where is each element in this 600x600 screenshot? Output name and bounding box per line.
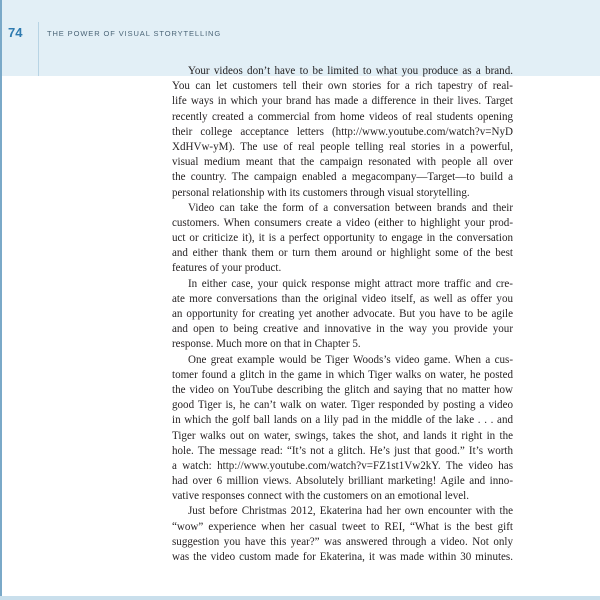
text-line: and either thank them or turn them around or highlight some of the best (172, 247, 513, 260)
text-line: in which the golf ball lands on a lily pad in the middle of the lake . . . and (172, 414, 513, 427)
running-head: THE POWER OF VISUAL STORYTELLING (47, 29, 222, 38)
text-line: One great example would be Tiger Woods’s video game. When a cus- (188, 353, 513, 366)
page-bottom-edge (0, 596, 600, 600)
text-line: had over 6 million views. Absolutely brilliant marketing! Agile and inno- (172, 475, 513, 488)
text-line: In either case, your quick response might attract more traffic and cre- (188, 277, 513, 290)
text-line: ate more conversations than the original video itself, as well as offer you (172, 292, 513, 305)
text-line: Just before Christmas 2012, Ekaterina had her own encounter with the (188, 505, 513, 518)
text-line: You can let customers tell their own stories for a rich tapestry of real- (172, 80, 513, 93)
text-line: life ways in which your brand has made a difference in their lives. Target (172, 95, 513, 108)
paragraph-5 (172, 504, 513, 565)
text-line: recently created a commercial from home videos of real students opening (172, 110, 513, 123)
text-line: visual medium meant that the campaign resonated with people all over (172, 156, 513, 169)
text-line: customers. When consumers create a video (either to highlight your prod- (172, 216, 513, 229)
text-line: a watch: http://www.youtube.com/watch?v=FZ1st1Vw2kY. The video has (172, 459, 513, 472)
paragraph-1 (172, 64, 513, 201)
text-line: the country. The campaign enabled a megacompany—Target—to build a (172, 171, 513, 184)
text-line: features of your product. (172, 262, 282, 275)
text-line: Video can take the form of a conversation between brands and their (188, 201, 514, 214)
paragraph-4 (172, 353, 513, 505)
text-line: “wow” experience when her casual tweet to REI, “What is the best gift (172, 520, 513, 533)
text-line: Tiger walks out on water, swings, takes the shot, and lands it right in the (172, 429, 513, 442)
text-line: good Tiger is, he can’t walk on water. Tiger responded by posting a video (172, 399, 513, 412)
text-line: vative responses connect with the customers on an emotional level. (172, 490, 469, 503)
text-line: and open to being creative and innovative in the way you provide your (172, 323, 513, 336)
text-line: Your videos don’t have to be limited to what you produce as a brand. (188, 65, 513, 77)
text-line: their college acceptance letters (http://www.youtube.com/watch?v=NyD (172, 125, 513, 138)
text-line: personal relationship with its customers through visual storytelling. (172, 186, 470, 199)
body-text (172, 64, 513, 565)
text-line: response. Much more on that in Chapter 5. (172, 338, 361, 351)
page-left-edge (0, 0, 2, 600)
text-line: was the video custom made for Ekaterina, it was made within 30 minutes. (172, 551, 513, 563)
text-line: uct or criticize it), it is a perfect opportunity to engage in the conversation (172, 232, 513, 245)
paragraph-2 (172, 201, 513, 277)
page-number: 74 (8, 25, 23, 40)
text-line: tomer found a glitch in the game in which Tiger walks on water, he posted (172, 368, 514, 381)
text-line: suggestion you have this year?” was answered through a video. Not only (172, 535, 513, 548)
header-divider (38, 22, 39, 76)
paragraph-3 (172, 277, 513, 353)
text-line: hole. The message read: “It’s not a glitch. He’s just that good.” It’s worth (172, 444, 513, 457)
text-line: XdHVw-yM). The use of real people telling real stories in a powerful, (172, 140, 513, 153)
text-line: the video on YouTube describing the glitch and saying that no matter how (172, 383, 513, 396)
text-line: an opportunity for creating yet another advocate. But you have to be agile (172, 308, 513, 320)
